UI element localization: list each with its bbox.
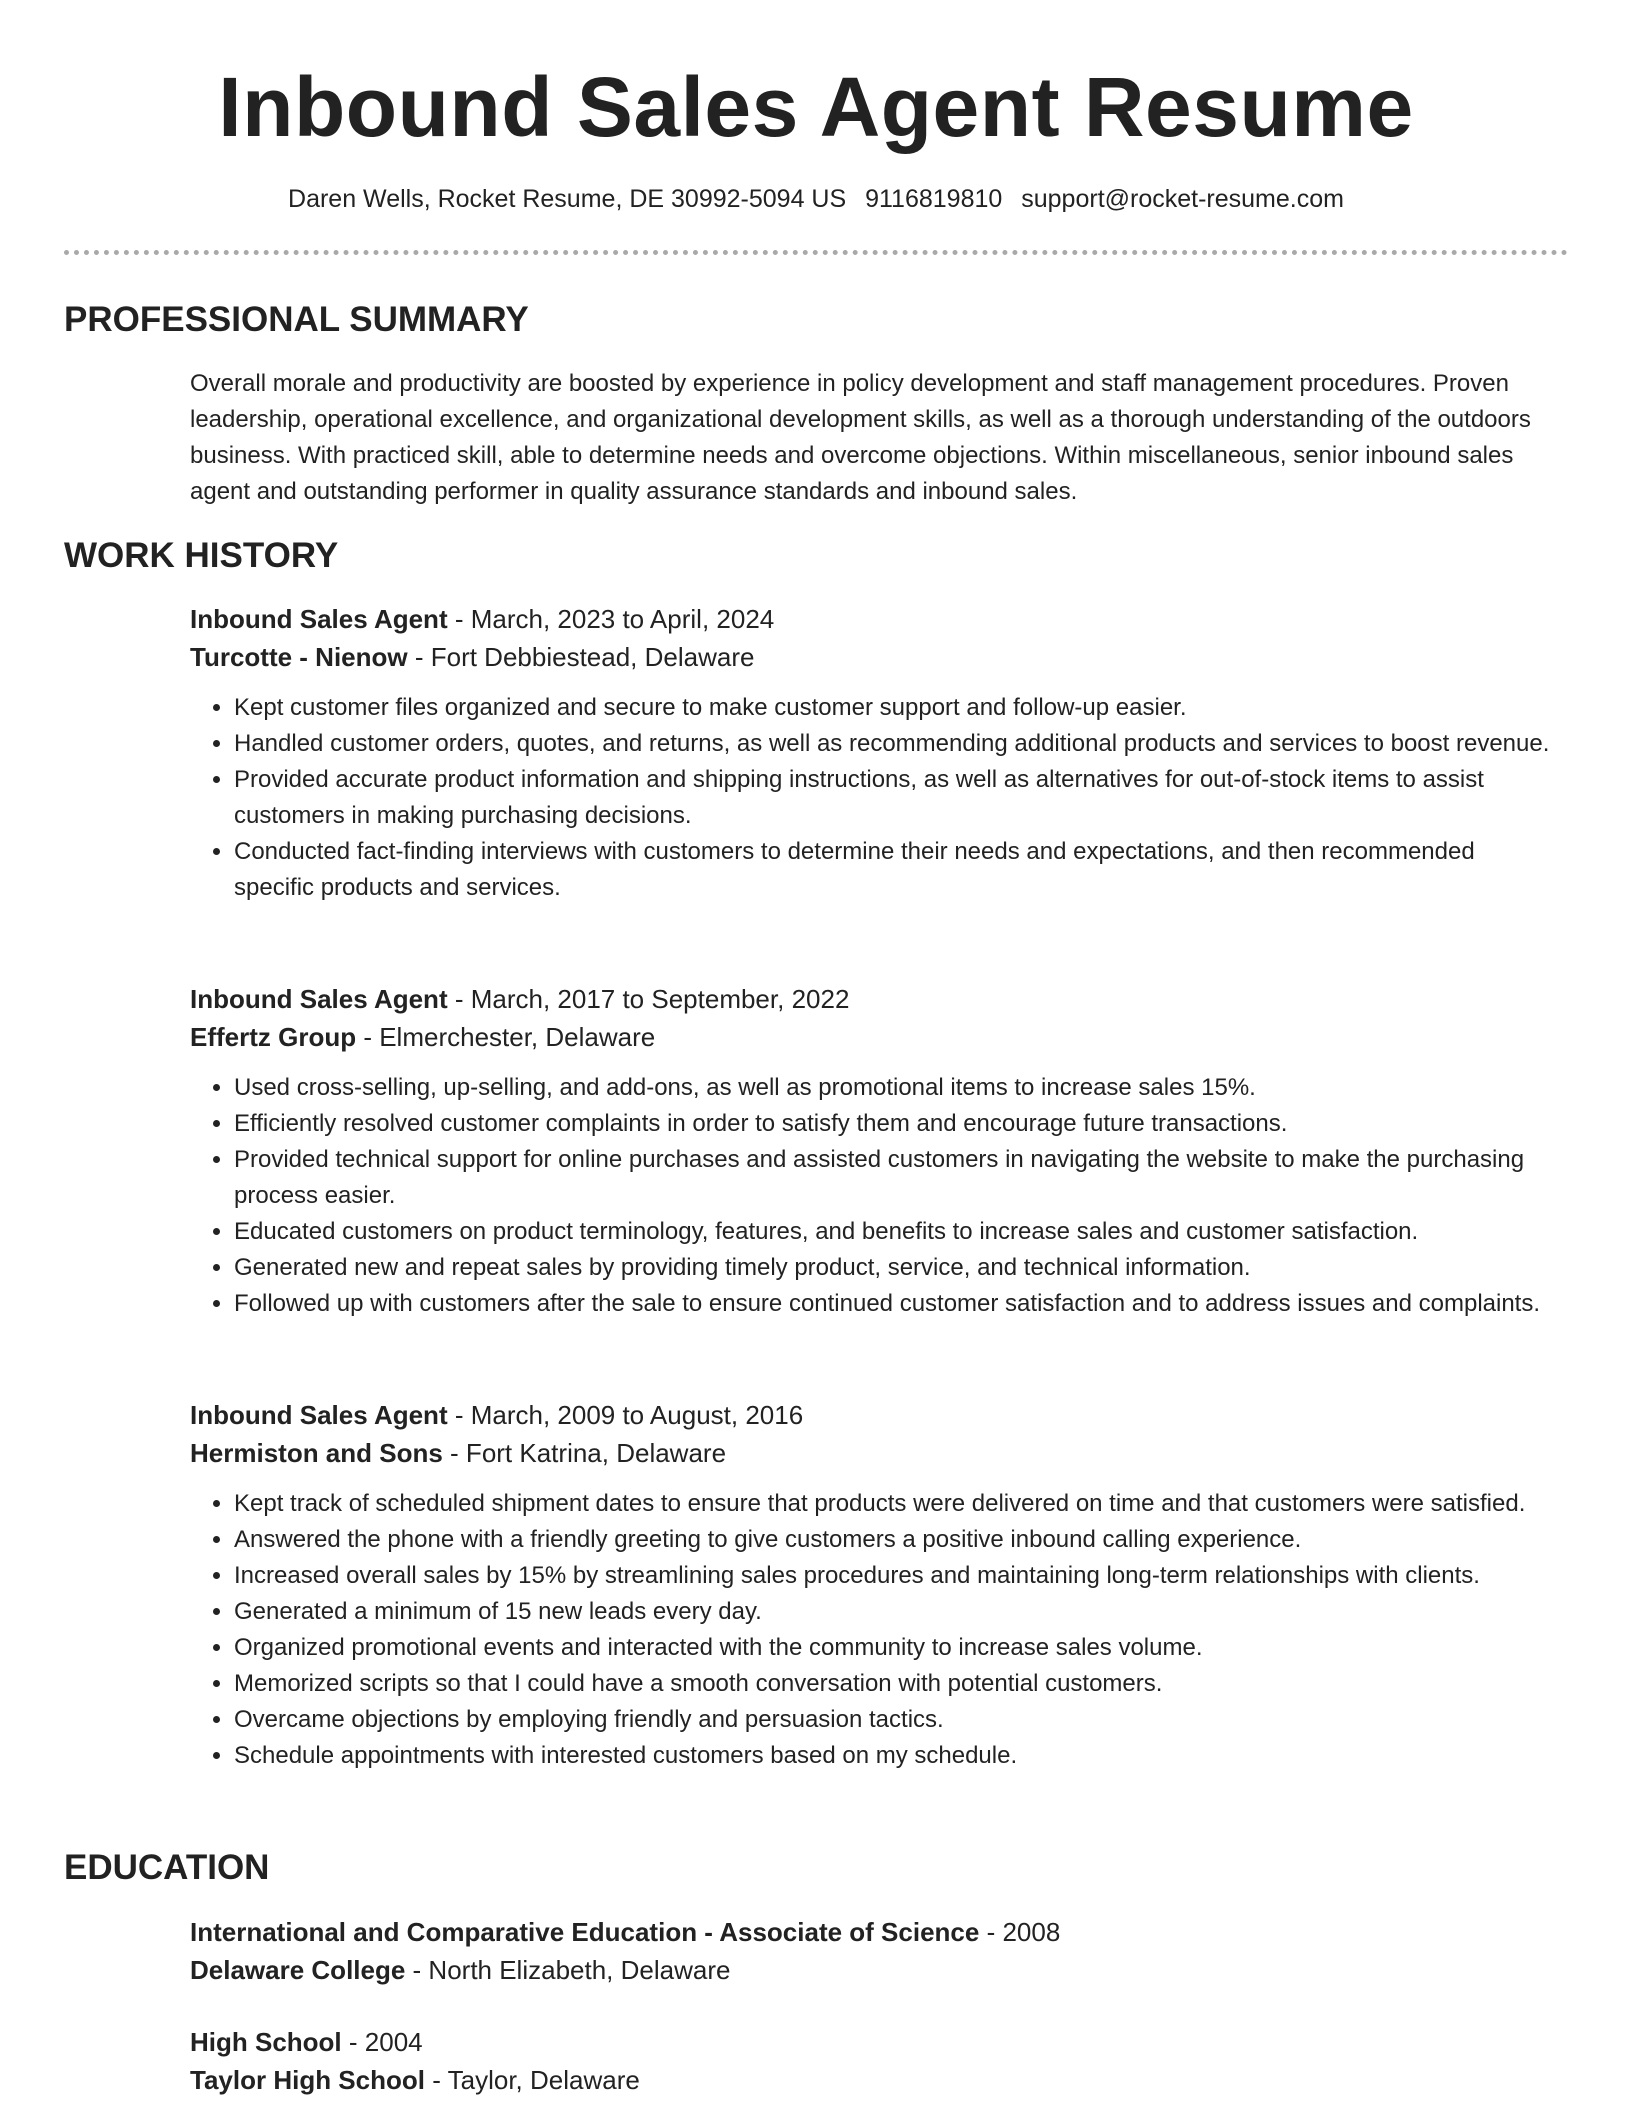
summary-heading: PROFESSIONAL SUMMARY (64, 300, 529, 339)
summary-text: Overall morale and productivity are boosted by experience in policy development and staff management procedures. Proven leadership, operational excellence, and organizational development skills, as well as a thorough understanding of the outdoors business. With practiced skill, able to determine needs and overcome objections. Within miscellaneous, senior inbound sales agent and outstanding performer in quality assurance standards and inbound sales. (190, 370, 1531, 505)
job-bullet: • Kept track of scheduled shipment dates to ensure that products were delivered on time and that customers were satisfied. (234, 1486, 1560, 1522)
job-bullets (190, 1070, 1560, 1322)
education-degree-line (190, 1913, 1560, 1951)
education-degree: High School (190, 2027, 342, 2057)
job-company: Hermiston and Sons (190, 1438, 443, 1468)
education-school: Delaware College (190, 1955, 406, 1985)
job-bullet: • Followed up with customers after the sale to ensure continued customer satisfaction and to address issues and complaints. (234, 1286, 1560, 1322)
job-company-line (190, 1018, 1560, 1056)
header-divider (64, 250, 1568, 255)
contact-phone: 9116819810 (865, 185, 1003, 213)
job-bullet: • Educated customers on product terminology, features, and benefits to increase sales and customer satisfaction. (234, 1214, 1560, 1250)
education-year: - 2008 (979, 1917, 1061, 1947)
job-bullet: • Organized promotional events and interacted with the community to increase sales volume. (234, 1630, 1560, 1666)
job-dates: - March, 2023 to April, 2024 (447, 604, 775, 634)
education-school: Taylor High School (190, 2065, 425, 2095)
education-degree: International and Comparative Education - Associate of Science (190, 1917, 980, 1947)
job-bullet: • Overcame objections by employing friendly and persuasion tactics. (234, 1702, 1560, 1738)
job-company-line (190, 1434, 1560, 1472)
job-title: Inbound Sales Agent (190, 1400, 448, 1430)
job-title-line (190, 1396, 1560, 1434)
education-heading: EDUCATION (64, 1848, 270, 1887)
job-bullet: • Handled customer orders, quotes, and returns, as well as recommending additional products and services to boost revenue. (234, 726, 1560, 762)
job-title-line (190, 600, 1560, 638)
job-company: Effertz Group (190, 1022, 357, 1052)
job-title: Inbound Sales Agent (190, 984, 448, 1014)
job-bullet: • Efficiently resolved customer complaints in order to satisfy them and encourage future transactions. (234, 1106, 1560, 1142)
job-dates: - March, 2017 to September, 2022 (447, 984, 850, 1014)
page-title: Inbound Sales Agent Resume (218, 60, 1414, 154)
job-location: - Fort Debbiestead, Delaware (407, 642, 755, 672)
job-bullet: • Answered the phone with a friendly greeting to give customers a positive inbound calling experience. (234, 1522, 1560, 1558)
education-entry (190, 2023, 1560, 2099)
education-degree-line (190, 2023, 1560, 2061)
job-bullet: • Conducted fact-finding interviews with customers to determine their needs and expectations, and then recommended specific products and services. (234, 834, 1560, 906)
education-entry (190, 1913, 1560, 1989)
job-bullet: • Provided technical support for online purchases and assisted customers in navigating the website to make the purchasing process easier. (234, 1142, 1560, 1214)
job-company: Turcotte - Nienow (190, 642, 408, 672)
contact-address: Daren Wells, Rocket Resume, DE 30992-5094 US (288, 185, 847, 213)
job-company-line (190, 638, 1560, 676)
job-bullet: • Generated a minimum of 15 new leads every day. (234, 1594, 1560, 1630)
job-entry (190, 980, 1560, 1322)
job-entry (190, 600, 1560, 906)
job-bullet: • Generated new and repeat sales by providing timely product, service, and technical information. (234, 1250, 1560, 1286)
job-location: - Fort Katrina, Delaware (442, 1438, 727, 1468)
job-bullet: • Increased overall sales by 15% by streamlining sales procedures and maintaining long-term relationships with clients. (234, 1558, 1560, 1594)
job-bullet: • Memorized scripts so that I could have a smooth conversation with potential customers. (234, 1666, 1560, 1702)
education-location: - North Elizabeth, Delaware (405, 1955, 731, 1985)
job-bullets (190, 690, 1560, 906)
job-dates: - March, 2009 to August, 2016 (447, 1400, 804, 1430)
job-title-line (190, 980, 1560, 1018)
job-location: - Elmerchester, Delaware (356, 1022, 656, 1052)
contact-email: support@rocket-resume.com (1021, 185, 1344, 213)
job-bullet: • Schedule appointments with interested customers based on my schedule. (234, 1738, 1560, 1774)
job-bullet: • Used cross-selling, up-selling, and add-ons, as well as promotional items to increase sales 15%. (234, 1070, 1560, 1106)
education-school-line (190, 1951, 1560, 1989)
work-history-heading: WORK HISTORY (64, 536, 339, 575)
job-bullet: • Kept customer files organized and secure to make customer support and follow-up easier. (234, 690, 1560, 726)
education-location: - Taylor, Delaware (424, 2065, 640, 2095)
job-entry (190, 1396, 1560, 1774)
contact-line (0, 182, 1632, 216)
education-year: - 2004 (341, 2027, 423, 2057)
education-school-line (190, 2061, 1560, 2099)
job-title: Inbound Sales Agent (190, 604, 448, 634)
job-bullets (190, 1486, 1560, 1774)
job-bullet: • Provided accurate product information and shipping instructions, as well as alternatives for out-of-stock items to assist customers in making purchasing decisions. (234, 762, 1560, 834)
